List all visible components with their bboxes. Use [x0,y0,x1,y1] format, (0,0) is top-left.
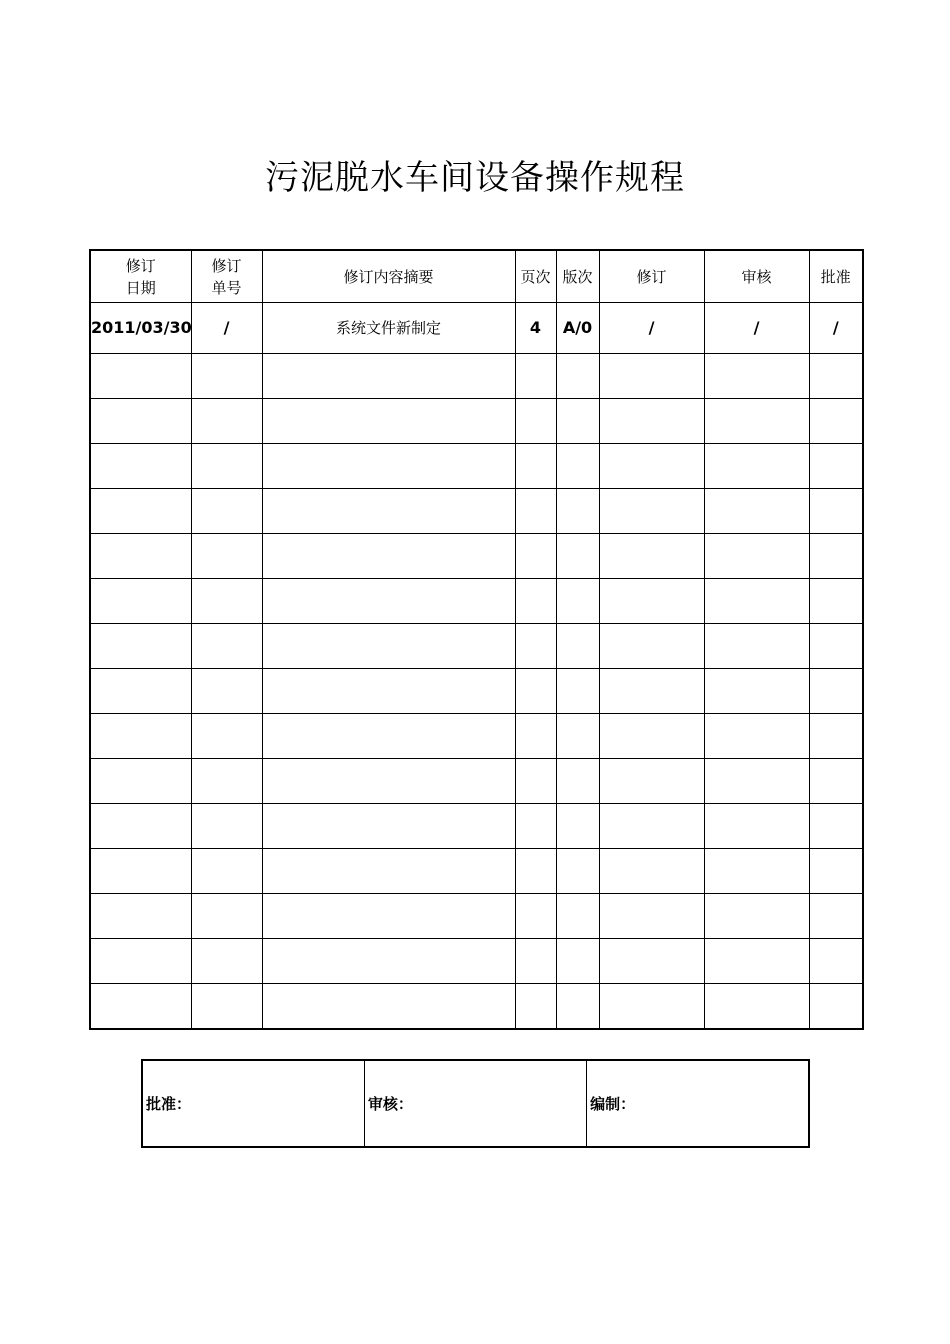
table-cell[interactable] [515,354,556,399]
table-cell[interactable] [556,804,599,849]
table-cell[interactable] [515,579,556,624]
table-cell[interactable] [599,354,704,399]
table-cell[interactable] [515,804,556,849]
header-revised-by: 修订 [599,250,704,303]
table-cell[interactable] [809,624,863,669]
table-cell[interactable] [809,939,863,984]
table-cell[interactable] [599,534,704,579]
table-cell[interactable] [191,759,262,804]
header-revision-date [90,250,191,303]
table-cell[interactable] [599,714,704,759]
table-cell[interactable] [191,939,262,984]
table-cell[interactable] [191,399,262,444]
table-cell[interactable] [809,534,863,579]
table-cell[interactable] [599,759,704,804]
table-cell[interactable] [262,714,515,759]
table-cell[interactable] [599,669,704,714]
table-cell[interactable] [599,984,704,1030]
header-revision-date-line1: 修订 [125,256,156,275]
table-cell[interactable] [515,624,556,669]
table-cell[interactable] [262,534,515,579]
table-cell[interactable] [191,894,262,939]
header-version: 版次 [556,250,599,303]
table-header-row [90,250,863,303]
table-cell[interactable] [704,489,809,534]
table-cell[interactable] [809,984,863,1030]
table-cell[interactable] [262,759,515,804]
table-cell[interactable] [704,804,809,849]
table-cell[interactable] [90,714,191,759]
table-row [90,939,863,984]
table-cell[interactable] [599,399,704,444]
table-row [90,714,863,759]
header-revision-number-line2: 单号 [211,278,242,297]
table-cell[interactable] [704,714,809,759]
table-cell[interactable] [262,354,515,399]
table-cell[interactable] [191,714,262,759]
signature-table [141,1059,810,1148]
header-revision-date-line2: 日期 [125,278,156,297]
table-cell[interactable] [191,984,262,1030]
table-row [90,444,863,489]
table-cell[interactable] [515,759,556,804]
table-cell[interactable] [262,984,515,1030]
table-row [90,804,863,849]
header-approved-by: 批准 [809,250,863,303]
table-cell[interactable] [90,669,191,714]
table-cell[interactable] [809,804,863,849]
table-cell[interactable] [262,939,515,984]
table-cell[interactable] [515,399,556,444]
table-cell[interactable] [191,624,262,669]
table-cell[interactable] [191,444,262,489]
table-cell[interactable] [809,759,863,804]
table-cell[interactable] [809,579,863,624]
table-cell[interactable] [90,624,191,669]
table-cell[interactable] [262,894,515,939]
table-cell[interactable] [515,849,556,894]
table-cell[interactable] [515,489,556,534]
header-revision-number [191,250,262,303]
table-row [90,303,863,354]
table-cell[interactable] [262,669,515,714]
table-cell[interactable] [556,399,599,444]
document-title: 污泥脱水车间设备操作规程 [265,158,685,198]
signature-row [142,1060,809,1147]
table-cell[interactable] [556,759,599,804]
table-row [90,849,863,894]
table-cell[interactable] [704,579,809,624]
table-row [90,669,863,714]
table-cell[interactable] [704,939,809,984]
table-cell[interactable] [809,669,863,714]
table-cell[interactable] [599,894,704,939]
table-row [90,624,863,669]
approve-signature-field[interactable]: 批准： [142,1060,364,1147]
header-revision-summary: 修订内容摘要 [262,250,515,303]
table-cell[interactable] [515,714,556,759]
table-row [90,489,863,534]
prepare-signature-field[interactable]: 编制： [587,1060,809,1147]
table-cell[interactable] [90,984,191,1030]
table-cell[interactable] [515,939,556,984]
table-cell[interactable] [262,579,515,624]
table-cell[interactable] [599,579,704,624]
table-cell[interactable] [599,849,704,894]
table-cell[interactable] [90,759,191,804]
table-cell[interactable] [90,939,191,984]
table-cell[interactable] [556,354,599,399]
review-signature-field[interactable]: 审核： [364,1060,586,1147]
table-cell[interactable] [515,669,556,714]
cell-revision-number: / [191,303,262,354]
table-cell[interactable] [191,804,262,849]
table-cell[interactable] [556,444,599,489]
header-page: 页次 [515,250,556,303]
table-cell[interactable] [704,849,809,894]
table-cell[interactable] [556,534,599,579]
cell-page: 4 [515,303,556,354]
table-cell[interactable] [191,579,262,624]
table-row [90,894,863,939]
table-cell[interactable] [90,444,191,489]
table-row [90,984,863,1030]
table-cell[interactable] [809,849,863,894]
table-cell[interactable] [809,894,863,939]
table-cell[interactable] [556,939,599,984]
table-row [90,579,863,624]
header-revision-number-line1: 修订 [211,256,242,275]
table-cell[interactable] [515,894,556,939]
table-cell[interactable] [704,354,809,399]
table-cell[interactable] [262,444,515,489]
table-row [90,759,863,804]
table-cell[interactable] [704,759,809,804]
table-cell[interactable] [704,399,809,444]
table-cell[interactable] [809,489,863,534]
table-cell[interactable] [90,354,191,399]
table-cell[interactable] [515,534,556,579]
table-cell[interactable] [262,624,515,669]
table-cell[interactable] [599,804,704,849]
table-cell[interactable] [515,444,556,489]
table-cell[interactable] [262,804,515,849]
table-cell[interactable] [262,849,515,894]
table-cell[interactable] [90,489,191,534]
table-cell[interactable] [599,939,704,984]
table-cell[interactable] [556,579,599,624]
table-cell[interactable] [90,894,191,939]
table-cell[interactable] [191,849,262,894]
table-cell[interactable] [704,624,809,669]
table-cell[interactable] [191,669,262,714]
table-row [90,354,863,399]
table-cell[interactable] [809,399,863,444]
cell-revision-summary: 系统文件新制定 [262,303,515,354]
table-cell[interactable] [556,489,599,534]
table-cell[interactable] [599,444,704,489]
table-cell[interactable] [191,534,262,579]
table-cell[interactable] [704,984,809,1030]
header-reviewed-by: 审核 [704,250,809,303]
table-cell[interactable] [90,534,191,579]
table-cell[interactable] [556,669,599,714]
table-cell[interactable] [90,399,191,444]
table-row [90,399,863,444]
table-cell[interactable] [704,669,809,714]
table-cell[interactable] [90,849,191,894]
table-cell[interactable] [809,354,863,399]
table-cell[interactable] [556,624,599,669]
cell-reviewed-by: / [704,303,809,354]
table-cell[interactable] [704,444,809,489]
table-cell[interactable] [599,624,704,669]
table-cell[interactable] [556,984,599,1030]
table-cell[interactable] [704,534,809,579]
table-cell[interactable] [704,894,809,939]
cell-revision-date: 2011/03/30 [90,303,191,354]
table-cell[interactable] [90,579,191,624]
table-cell[interactable] [809,714,863,759]
cell-version: A/0 [556,303,599,354]
revision-history-table [89,249,864,1030]
table-cell[interactable] [556,714,599,759]
table-cell[interactable] [191,489,262,534]
table-cell[interactable] [556,894,599,939]
table-cell[interactable] [556,849,599,894]
table-row [90,534,863,579]
cell-revised-by: / [599,303,704,354]
table-cell[interactable] [262,489,515,534]
table-cell[interactable] [90,804,191,849]
table-cell[interactable] [515,984,556,1030]
table-cell[interactable] [262,399,515,444]
cell-approved-by: / [809,303,863,354]
table-cell[interactable] [809,444,863,489]
table-cell[interactable] [191,354,262,399]
table-cell[interactable] [599,489,704,534]
